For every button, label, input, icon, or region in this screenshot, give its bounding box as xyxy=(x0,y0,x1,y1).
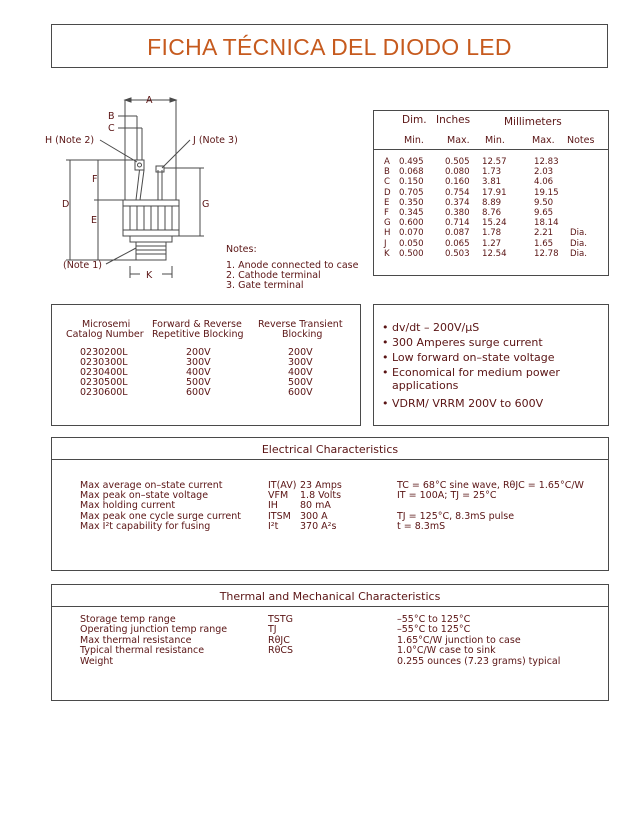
dim-cell-min_mm: 15.24 xyxy=(482,218,507,229)
dim-cell-min_mm: 12.57 xyxy=(482,157,507,167)
dim-header-inches: Inches xyxy=(436,114,471,126)
dim-cell-max_in: 0.160 xyxy=(445,177,470,188)
dim-cell-dim: G xyxy=(384,218,391,229)
catalog-reverse: 500V xyxy=(288,377,313,388)
dim-label-c: C xyxy=(108,123,115,134)
feature-vdrm: • VDRM/ VRRM 200V to 600V xyxy=(392,397,543,410)
thermal-value: 1.0°C/W case to sink xyxy=(397,645,496,657)
dim-cell-note: Dia. xyxy=(570,248,588,259)
dim-sub-max-mm: Max. xyxy=(532,135,555,146)
electrical-symbol: VFM xyxy=(268,490,289,502)
electrical-value: 1.8 Volts xyxy=(300,490,342,502)
thermal-characteristics xyxy=(51,584,609,701)
dim-cell-max_mm: 9.50 xyxy=(534,197,554,208)
catalog-forward: 500V xyxy=(186,377,211,388)
dim-cell-max_mm: 9.65 xyxy=(534,208,554,218)
electrical-condition: TC = 68°C sine wave, RθJC = 1.65°C/W xyxy=(397,480,584,491)
dim-cell-dim: K xyxy=(384,248,390,259)
dim-cell-max_mm: 2.03 xyxy=(534,167,554,178)
catalog-forward: 300V xyxy=(186,357,211,368)
dim-sub-min-mm: Min. xyxy=(485,135,505,146)
catalog-part: 0230400L xyxy=(80,367,128,378)
feature-economical: • Economical for medium power xyxy=(392,366,560,379)
dim-cell-max_mm: 2.21 xyxy=(534,228,554,239)
catalog-part: 0230200L xyxy=(80,347,128,358)
dim-cell-max_in: 0.087 xyxy=(445,228,470,239)
dim-sub-notes: Notes xyxy=(567,135,595,146)
note-1: 1. Anode connected to case xyxy=(226,260,359,271)
dim-header-rule xyxy=(374,149,608,150)
notes-title: Notes: xyxy=(226,244,257,255)
catalog-part: 0230500L xyxy=(80,377,128,388)
dim-cell-max_in: 0.503 xyxy=(445,248,470,259)
electrical-label: Max peak on–state voltage xyxy=(80,490,209,502)
dim-label-a: A xyxy=(146,95,153,106)
dim-cell-min_mm: 8.89 xyxy=(482,197,502,208)
cat-col3-line2: Blocking xyxy=(282,329,323,340)
dim-label-k: K xyxy=(146,270,153,281)
cat-col1-line2: Catalog Number xyxy=(66,329,144,340)
dim-cell-min_mm: 17.91 xyxy=(482,187,507,198)
dim-cell-min_in: 0.350 xyxy=(399,197,424,208)
dim-cell-min_mm: 1.27 xyxy=(482,238,502,249)
thermal-label: Storage temp range xyxy=(80,614,176,625)
electrical-label: Max I²t capability for fusing xyxy=(80,520,211,532)
electrical-rule xyxy=(52,459,608,460)
dim-cell-min_in: 0.068 xyxy=(399,167,424,178)
dim-cell-dim: J xyxy=(384,238,387,249)
catalog-reverse: 300V xyxy=(288,357,313,368)
dim-cell-note: Dia. xyxy=(570,228,588,239)
electrical-condition: t = 8.3mS xyxy=(397,520,446,532)
dim-cell-max_in: 0.080 xyxy=(445,167,470,178)
electrical-value: 300 A xyxy=(300,510,328,522)
catalog-forward: 400V xyxy=(186,367,211,378)
electrical-condition: IT = 100A; TJ = 25°C xyxy=(397,490,497,502)
electrical-value: 80 mA xyxy=(300,500,331,512)
cat-col1-line1: Microsemi xyxy=(82,319,131,330)
cat-col3-line1: Reverse Transient xyxy=(258,319,343,330)
dim-cell-min_in: 0.600 xyxy=(399,218,424,229)
catalog-forward: 200V xyxy=(186,347,211,358)
thermal-symbol: RθCS xyxy=(268,645,294,657)
thermal-label: Operating junction temp range xyxy=(80,624,228,636)
catalog-forward: 600V xyxy=(186,387,211,398)
dim-cell-min_in: 0.345 xyxy=(399,208,424,218)
electrical-condition: TJ = 125°C, 8.3mS pulse xyxy=(397,510,515,522)
dim-cell-min_in: 0.070 xyxy=(399,228,424,239)
thermal-title: Thermal and Mechanical Characteristics xyxy=(219,590,441,603)
cat-col2-line2: Repetitive Blocking xyxy=(152,329,244,340)
thermal-value: 1.65°C/W junction to case xyxy=(397,634,521,646)
dim-cell-min_in: 0.495 xyxy=(399,157,424,167)
thermal-symbol: RθJC xyxy=(268,634,290,646)
dim-cell-min_mm: 8.76 xyxy=(482,208,502,218)
catalog-reverse: 200V xyxy=(288,347,313,358)
dim-cell-max_in: 0.380 xyxy=(445,208,470,218)
dim-label-j-note: J (Note 3) xyxy=(193,135,238,146)
feature-surge: • 300 Amperes surge current xyxy=(392,336,543,349)
dim-label-f: F xyxy=(92,174,98,185)
dim-cell-dim: A xyxy=(384,157,390,167)
dim-cell-min_in: 0.500 xyxy=(399,248,424,259)
dim-cell-dim: B xyxy=(384,167,390,178)
thermal-label: Typical thermal resistance xyxy=(80,645,205,657)
dim-cell-max_mm: 1.65 xyxy=(534,238,554,249)
thermal-symbol: TSTG xyxy=(268,614,293,625)
thermal-rule xyxy=(52,606,608,607)
dim-label-g: G xyxy=(202,199,210,210)
features-box xyxy=(373,304,609,426)
dim-cell-max_in: 0.754 xyxy=(445,187,470,198)
title-box xyxy=(51,24,608,68)
dim-cell-min_in: 0.050 xyxy=(399,238,424,249)
dim-label-d: D xyxy=(62,199,70,210)
dim-sub-min-in: Min. xyxy=(404,135,424,146)
dim-cell-max_mm: 12.78 xyxy=(534,248,559,259)
dim-cell-dim: H xyxy=(384,228,391,239)
dim-cell-dim: E xyxy=(384,197,390,208)
dim-cell-min_mm: 1.78 xyxy=(482,228,502,239)
thermal-value: –55°C to 125°C xyxy=(397,624,471,636)
note-3: 3. Gate terminal xyxy=(226,280,304,291)
dim-cell-max_mm: 12.83 xyxy=(534,157,559,167)
electrical-symbol: IH xyxy=(268,500,278,512)
diode-outline-diagram xyxy=(40,88,370,288)
dim-cell-max_in: 0.714 xyxy=(445,218,470,229)
dimension-table xyxy=(373,110,609,276)
dim-sub-max-in: Max. xyxy=(447,135,470,146)
catalog-reverse: 600V xyxy=(288,387,313,398)
dim-label-e: E xyxy=(91,215,98,226)
dim-cell-min_mm: 1.73 xyxy=(482,167,502,178)
electrical-symbol: ITSM xyxy=(268,510,291,522)
feature-economical-cont: applications xyxy=(392,379,459,392)
dim-cell-max_in: 0.065 xyxy=(445,238,470,249)
catalog-part: 0230300L xyxy=(80,357,128,368)
dim-cell-max_mm: 4.06 xyxy=(534,177,554,188)
electrical-symbol: I²t xyxy=(268,520,279,532)
dim-cell-dim: D xyxy=(384,187,391,198)
thermal-value: –55°C to 125°C xyxy=(397,614,471,625)
thermal-label: Max thermal resistance xyxy=(80,634,192,646)
dim-cell-min_in: 0.150 xyxy=(399,177,424,188)
thermal-symbol: TJ xyxy=(268,624,277,636)
dim-label-b: B xyxy=(108,111,115,122)
dim-cell-max_mm: 19.15 xyxy=(534,187,559,198)
electrical-characteristics xyxy=(51,437,609,571)
catalog-table xyxy=(51,304,361,426)
feature-dvdt: • dv/dt – 200V/µS xyxy=(392,321,479,334)
note-2: 2. Cathode terminal xyxy=(226,270,321,281)
dim-cell-min_in: 0.705 xyxy=(399,187,424,198)
electrical-symbol: IT(AV) xyxy=(268,480,297,491)
dim-cell-note: Dia. xyxy=(570,238,588,249)
catalog-part: 0230600L xyxy=(80,387,128,398)
thermal-label: Weight xyxy=(80,655,114,667)
catalog-reverse: 400V xyxy=(288,367,313,378)
dim-header-dim: Dim. xyxy=(402,114,427,126)
dim-cell-min_mm: 3.81 xyxy=(482,177,502,188)
electrical-value: 370 A²s xyxy=(300,520,337,532)
cat-col2-line1: Forward & Reverse xyxy=(152,319,242,330)
electrical-label: Max holding current xyxy=(80,500,176,512)
dim-label-h-note: H (Note 2) xyxy=(45,135,95,146)
page-title: FICHA TÉCNICA DEL DIODO LED xyxy=(147,34,512,60)
electrical-label: Max average on–state current xyxy=(80,480,223,491)
dim-cell-max_in: 0.374 xyxy=(445,197,470,208)
dim-label-note1: (Note 1) xyxy=(63,260,102,271)
dim-header-mm: Millimeters xyxy=(504,116,562,128)
dim-cell-dim: F xyxy=(384,208,389,218)
feature-low-forward: • Low forward on–state voltage xyxy=(392,351,555,364)
dim-cell-dim: C xyxy=(384,177,391,188)
electrical-title: Electrical Characteristics xyxy=(261,443,399,456)
thermal-value: 0.255 ounces (7.23 grams) typical xyxy=(397,655,561,667)
electrical-label: Max peak one cycle surge current xyxy=(80,510,242,522)
dim-cell-max_mm: 18.14 xyxy=(534,218,559,229)
electrical-value: 23 Amps xyxy=(300,480,342,491)
dim-cell-min_mm: 12.54 xyxy=(482,248,507,259)
dim-cell-max_in: 0.505 xyxy=(445,157,470,167)
